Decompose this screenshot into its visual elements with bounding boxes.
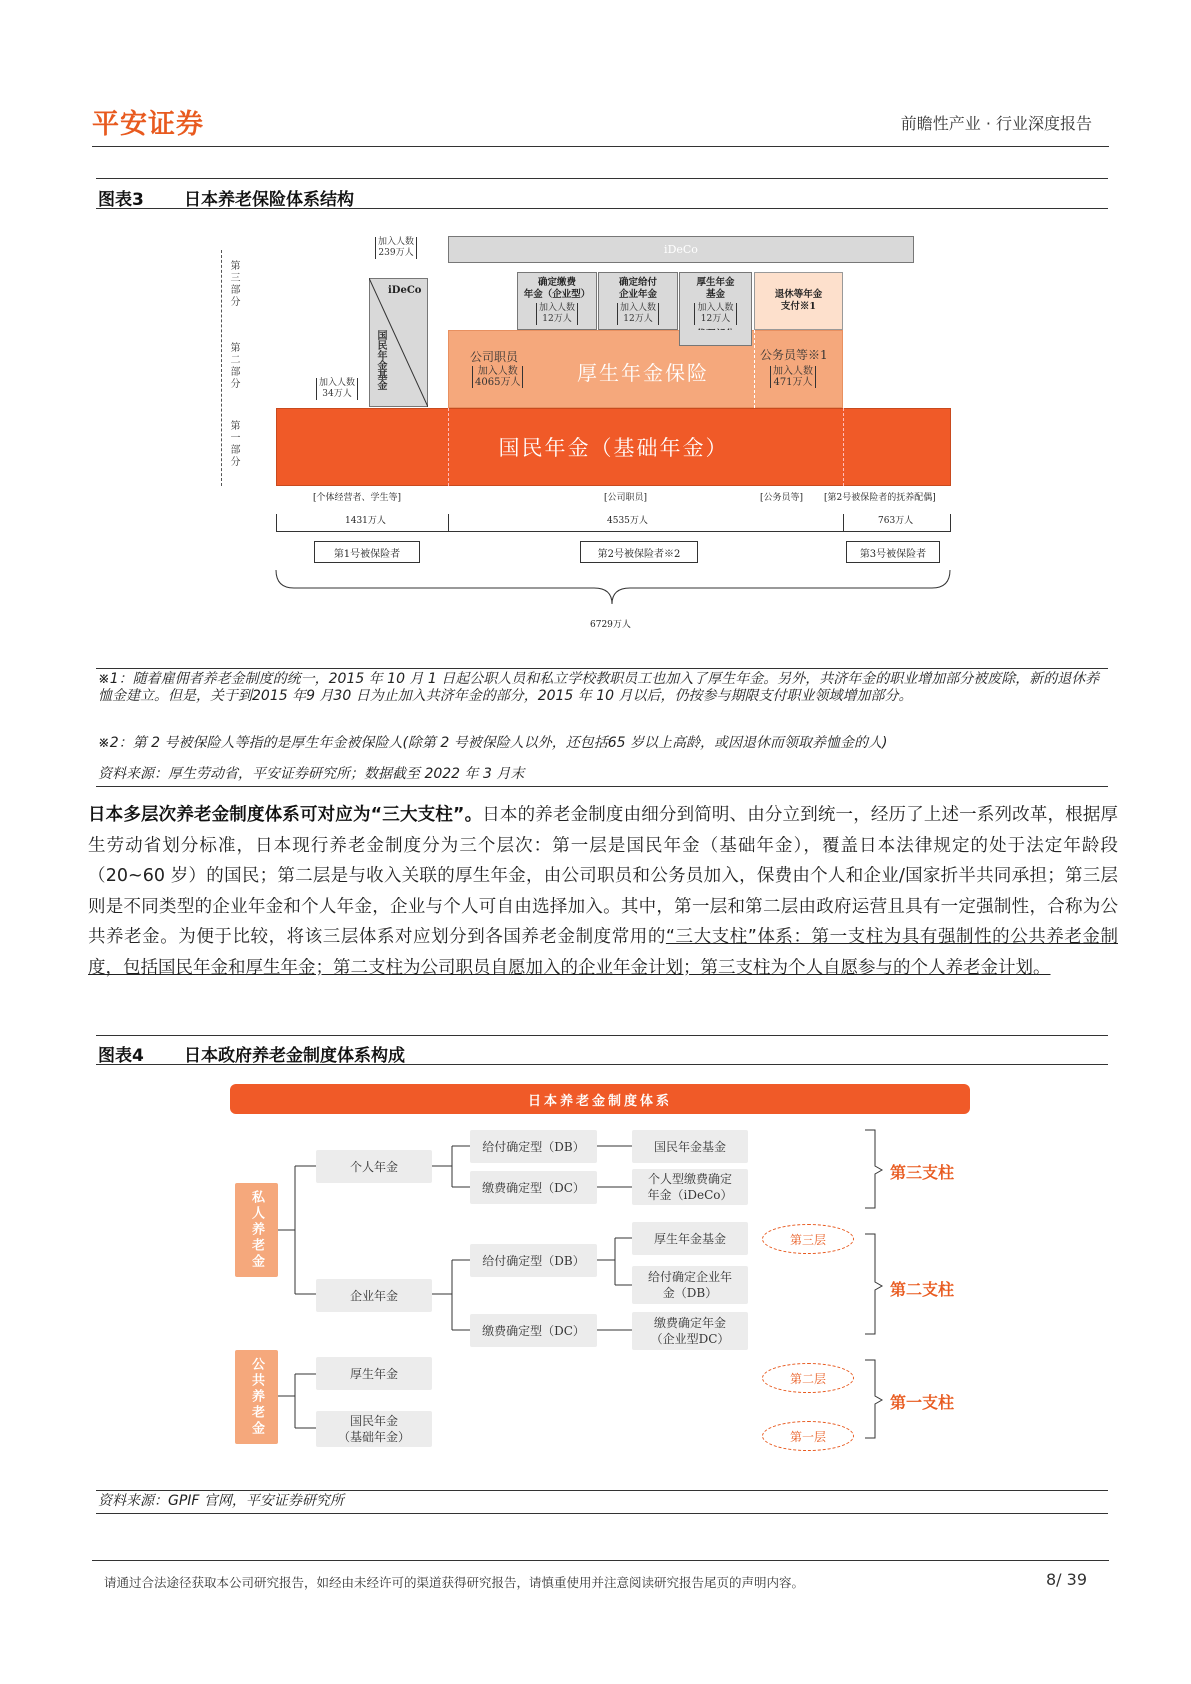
ideco-top-bar: [448, 236, 914, 263]
dc-corporate-count: 加入人数 12万人: [536, 303, 578, 325]
group3-desc: [第2号被保险者的抚养配偶]: [824, 493, 936, 503]
civil-servant-count: 加入人数 471万人: [770, 366, 816, 388]
ideco-box: 个人型缴费确定 年金（iDeCo）: [632, 1169, 748, 1205]
ideco-count: 加入人数 239万人: [375, 237, 417, 259]
pillar-three: 第三支柱: [890, 1163, 955, 1182]
welfare-fund-box-4: 厚生年金基金: [632, 1222, 748, 1255]
welfare-insurance-label: 厚生年金保险: [577, 361, 709, 385]
layer-three: 第三层: [762, 1224, 854, 1254]
personal-pension-box: 个人年金: [316, 1150, 432, 1183]
fig4-source: 资料来源：GPIF 官网，平安证券研究所: [98, 1493, 344, 1509]
basic-pension-label: 国民年金（基础年金）: [498, 436, 729, 460]
fig4-title: [98, 1041, 405, 1066]
insured1-label: 第1号被保险者: [314, 541, 420, 563]
page-number: 8/ 39: [1045, 1570, 1087, 1589]
part-two: 第二部分: [228, 342, 239, 390]
corporate-pension-box: 企业年金: [316, 1279, 432, 1312]
fig4-title-rule: [96, 1064, 1108, 1065]
national-fund-label: 国民年金基金: [375, 330, 386, 390]
basic-pension-divider1: [448, 408, 449, 486]
basic-pension-bar: [276, 408, 951, 486]
group1-desc: [个体经营者、学生等]: [313, 493, 402, 503]
fig4-title-text: 日本政府养老金制度体系构成: [184, 1046, 405, 1066]
db-benefit-label: 确定给付 企业年金: [618, 277, 657, 300]
group3-count: 763万人: [878, 516, 914, 526]
fig4-number: 图表4: [98, 1046, 144, 1066]
notes-top-rule: [96, 668, 1108, 669]
body-paragraph: [88, 800, 1118, 983]
group2-desc: [公司职员]: [604, 493, 648, 503]
footer-rule: [92, 1560, 1109, 1561]
note-1: ※1：随着雇佣者养老金制度的统一，2015 年 10 月 1 日起公职人员和私立学校教职员工也加入了厚生年金。另外，共济年金的职业增加部分被废除，新的退休养恤金建立。但是，关于到2015 年9 月30 日为止加入共济年金的部分，2015 年 10 月以后，仍按参与期限支付职业领域增加部分。: [98, 671, 1100, 704]
layer-two: 第二层: [762, 1363, 854, 1393]
insured3-label: 第3号被保险者: [846, 541, 940, 563]
fig3-source: 资料来源：厚生劳动省，平安证券研究所；数据截至 2022 年 3 月末: [98, 766, 525, 782]
public-pension-box: 公共养老金: [235, 1350, 278, 1444]
paragraph-underlined: “三大支柱”体系：第一支柱为具有强制性的公共养老金制度，包括国民年金和厚生年金；第二支柱为公司职员自愿加入的企业年金计划；第三支柱为个人自愿参与的个人养老金计划。: [88, 927, 1118, 978]
total-brace: [274, 570, 954, 610]
fig3-number: 图表3: [98, 190, 144, 210]
ideco-left-label: iDeCo: [388, 285, 422, 296]
company-staff-count: 加入人数 4065万人: [472, 366, 523, 388]
welfare-fund-label: 厚生年金 基金: [696, 277, 735, 300]
basic-pension-divider2: [843, 408, 844, 486]
report-type: 前瞻性产业 · 行业深度报告: [900, 114, 1092, 133]
retire-pay-box: [754, 272, 843, 330]
notes-bottom-rule: [96, 786, 1108, 787]
footer-disclaimer: 请通过合法途径获取本公司研究报告，如经由未经许可的渠道获得研究报告，请慎重使用并注意阅读研究报告尾页的声明内容。: [104, 1575, 805, 1590]
welfare-fund-overlay: [679, 330, 752, 346]
layer-one: 第一层: [762, 1421, 854, 1451]
group1-count: 1431万人: [345, 516, 386, 526]
part-one: 第一部分: [228, 420, 239, 468]
welfare-pension-box: 厚生年金: [316, 1357, 432, 1390]
fig3-staff-label: 公司职员: [470, 350, 519, 364]
dc-type-2: 缴费确定型（DC）: [470, 1314, 597, 1347]
fig3-title-text: 日本养老保险体系结构: [184, 190, 354, 210]
brand-logo: 平安证券: [92, 109, 204, 140]
fig4-banner: [230, 1084, 970, 1114]
db-corporate-box: 给付确定企业年 金（DB）: [632, 1266, 748, 1304]
dc-corporate-label: 确定缴费 年金（企业型）: [523, 277, 591, 300]
fig4-top-rule: [96, 1035, 1108, 1036]
retire-pay-label: 退休等年金 支付※1: [774, 289, 823, 312]
dc-type-1: 缴费确定型（DC）: [470, 1171, 597, 1204]
fig4-banner-label: 日本养老金制度体系: [527, 1093, 672, 1109]
civil-servant-label: 公务员等※1: [760, 348, 828, 362]
note-2: ※2：第 2 号被保险人等指的是厚生年金被保险人(除第 2 号被保险人以外，还包括65 岁以上高龄，或因退休而领取养恤金的人): [98, 735, 888, 751]
ideco-top-label: iDeCo: [664, 243, 698, 256]
fig4-source-bottom-rule: [96, 1513, 1108, 1514]
dc-corporate-box-4: 缴费确定年金 （企业型DC）: [632, 1312, 748, 1350]
total-count: 6729万人: [590, 620, 631, 630]
private-pension-box: 私人养老金: [235, 1183, 278, 1277]
national-fund-count: 加入人数 34万人: [316, 378, 358, 400]
paragraph-lead: 日本多层次养老金制度体系可对应为“三大支柱”。: [88, 805, 483, 825]
welfare-fund-count: 加入人数 12万人: [694, 303, 736, 325]
db-benefit-count: 加入人数 12万人: [617, 303, 659, 325]
fig3-title: [98, 185, 354, 210]
fig4-source-top-rule: [96, 1490, 1108, 1491]
dc-corporate-box: [517, 272, 597, 330]
national-fund-box: 国民年金基金: [632, 1130, 748, 1163]
db-benefit-box: [598, 272, 678, 330]
db-type-1: 给付确定型（DB）: [470, 1130, 597, 1163]
paragraph-body: 日本的养老金制度由细分到简明、由分立到统一，经历了上述一系列改革，根据厚生劳动省划分标准，日本现行养老金制度分为三个层次：第一层是国民年金（基础年金），覆盖日本法律规定的处于法定年龄段（20~60 岁）的国民；第二层是与收入关联的厚生年金，由公司职员和公务员加入，保费由个人和企业/国家折半共同承担；第三层则是不同类型的企业年金和个人年金，企业与个人可自由选择加入。其中，第一层和第二层由政府运营且具有一定强制性，合称为公共养老金。为便于比较，将该三层体系对应划分到各国养老金制度常用的: [88, 805, 1118, 947]
fig3-top-rule: [96, 178, 1108, 179]
pillar-one: 第一支柱: [890, 1393, 955, 1412]
national-pension-box: 国民年金 （基础年金）: [316, 1411, 432, 1447]
insured2-label: 第2号被保险者※2: [580, 541, 698, 563]
group2b-desc: [公务员等]: [760, 493, 804, 503]
header-divider: [92, 146, 1109, 147]
part-three: 第三部分: [228, 260, 239, 308]
group2-count: 4535万人: [607, 516, 648, 526]
db-type-2: 给付确定型（DB）: [470, 1244, 597, 1277]
fig3-title-rule: [96, 208, 1108, 209]
pillar-two: 第二支柱: [890, 1280, 955, 1299]
